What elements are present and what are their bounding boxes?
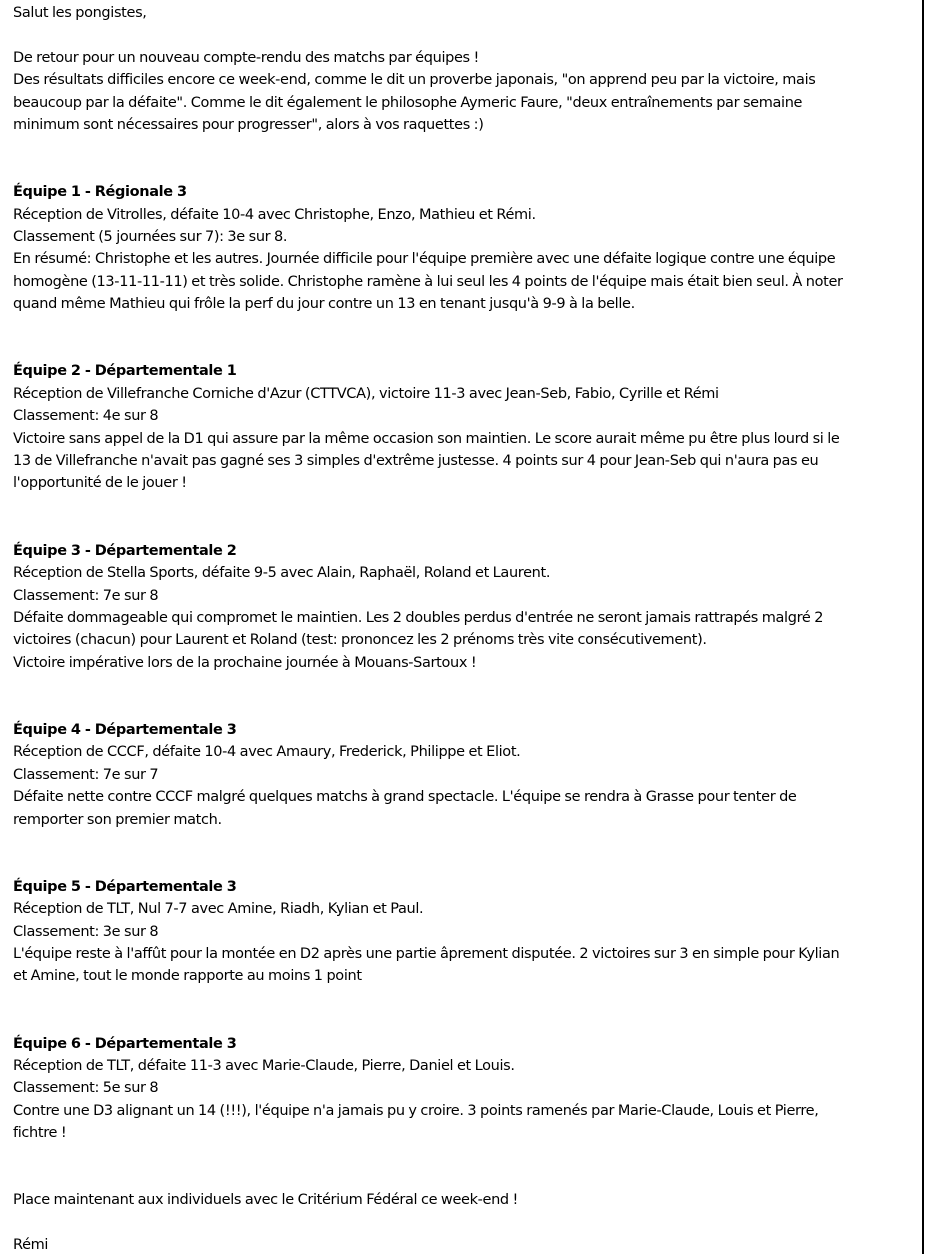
team-3-title: Équipe 3 - Départementale 2 — [13, 542, 237, 559]
team-4-line: remporter son premier match. — [13, 811, 222, 828]
team-3-line: Défaite dommageable qui compromet le maintien. Les 2 doubles perdus d'entrée ne seront jamais rattrapés malgré 2 — [13, 609, 824, 626]
team-5-line: L'équipe reste à l'affût pour la montée en D2 après une partie âprement disputée. 2 victoires sur 3 en simple pour Kylian — [13, 945, 840, 962]
spacer — [13, 674, 913, 719]
email-body — [13, 2, 913, 1257]
team-1-line: En résumé: Christophe et les autres. Journée difficile pour l'équipe première avec une défaite logique contre une équipe — [13, 251, 836, 268]
team-6-line: Contre une D3 alignant un 14 (!!!), l'équipe n'a jamais pu y croire. 3 points ramenés par Marie-Claude, Louis et Pierre, — [13, 1102, 819, 1119]
team-4-line: Réception de CCCF, défaite 10-4 avec Amaury, Frederick, Philippe et Eliot. — [13, 744, 521, 761]
team-1-line: quand même Mathieu qui frôle la perf du jour contre un 13 en tenant jusqu'à 9-9 à la belle. — [13, 296, 635, 313]
team-5-title: Équipe 5 - Départementale 3 — [13, 878, 237, 895]
team-5-line: Classement: 3e sur 8 — [13, 923, 159, 940]
spacer — [13, 1145, 913, 1190]
team-1-line: homogène (13-11-11-11) et très solide. Christophe ramène à lui seul les 4 points de l'équipe mais était bien seul. À noter — [13, 273, 843, 290]
spacer — [13, 1212, 913, 1234]
spacer — [13, 24, 913, 46]
team-6-line: Réception de TLT, défaite 11-3 avec Marie-Claude, Pierre, Daniel et Louis. — [13, 1057, 515, 1074]
team-2-line: Classement: 4e sur 8 — [13, 408, 159, 425]
team-1-line: Réception de Vitrolles, défaite 10-4 avec Christophe, Enzo, Mathieu et Rémi. — [13, 206, 536, 223]
team-5-line: Réception de TLT, Nul 7-7 avec Amine, Riadh, Kylian et Paul. — [13, 901, 424, 918]
team-2-line: Victoire sans appel de la D1 qui assure par la même occasion son maintien. Le score aurait même pu être plus lourd si le — [13, 430, 840, 447]
team-4-line: Défaite nette contre CCCF malgré quelques matchs à grand spectacle. L'équipe se rendra à Grasse pour tenter de — [13, 789, 797, 806]
team-6-line: Classement: 5e sur 8 — [13, 1080, 159, 1097]
intro-line: De retour pour un nouveau compte-rendu des matchs par équipes ! — [13, 49, 479, 66]
spacer — [13, 136, 913, 181]
intro-line: beaucoup par la défaite". Comme le dit également le philosophe Aymeric Faure, "deux entraînements par semaine — [13, 94, 803, 111]
spacer — [13, 831, 913, 876]
team-2-line: Réception de Villefranche Corniche d'Azur (CTTVCA), victoire 11-3 avec Jean-Seb, Fabio, Cyrille et Rémi — [13, 385, 719, 402]
team-2-line: l'opportunité de le jouer ! — [13, 475, 187, 492]
intro-line: minimum sont nécessaires pour progresser", alors à vos raquettes :) — [13, 117, 484, 134]
team-4-line: Classement: 7e sur 7 — [13, 766, 159, 783]
team-3-line: Réception de Stella Sports, défaite 9-5 avec Alain, Raphaël, Roland et Laurent. — [13, 565, 551, 582]
intro-line: Des résultats difficiles encore ce week-end, comme le dit un proverbe japonais, "on apprend peu par la victoire, mais — [13, 72, 816, 89]
team-3-line: Classement: 7e sur 8 — [13, 587, 159, 604]
team-2-title: Équipe 2 - Départementale 1 — [13, 363, 237, 380]
team-5-line: et Amine, tout le monde rapporte au moins 1 point — [13, 968, 362, 985]
team-3-line: Victoire impérative lors de la prochaine journée à Mouans-Sartoux ! — [13, 654, 477, 671]
team-1-line: Classement (5 journées sur 7): 3e sur 8. — [13, 229, 288, 246]
spacer — [13, 495, 913, 540]
team-2-line: 13 de Villefranche n'avait pas gagné ses 3 simples d'extrême justesse. 4 points sur 4 pour Jean-Seb qui n'aura pas eu — [13, 453, 819, 470]
team-3-line: victoires (chacun) pour Laurent et Roland (test: prononcez les 2 prénoms très vite consécutivement). — [13, 632, 707, 649]
signature: Rémi — [13, 1237, 49, 1254]
spacer — [13, 988, 913, 1033]
team-4-title: Équipe 4 - Départementale 3 — [13, 721, 237, 738]
team-6-title: Équipe 6 - Départementale 3 — [13, 1035, 237, 1052]
closing-line: Place maintenant aux individuels avec le Critérium Fédéral ce week-end ! — [13, 1192, 518, 1209]
greeting: Salut les pongistes, — [13, 5, 147, 21]
team-1-title: Équipe 1 - Régionale 3 — [13, 184, 187, 201]
team-6-line: fichtre ! — [13, 1125, 67, 1142]
spacer — [13, 316, 913, 361]
